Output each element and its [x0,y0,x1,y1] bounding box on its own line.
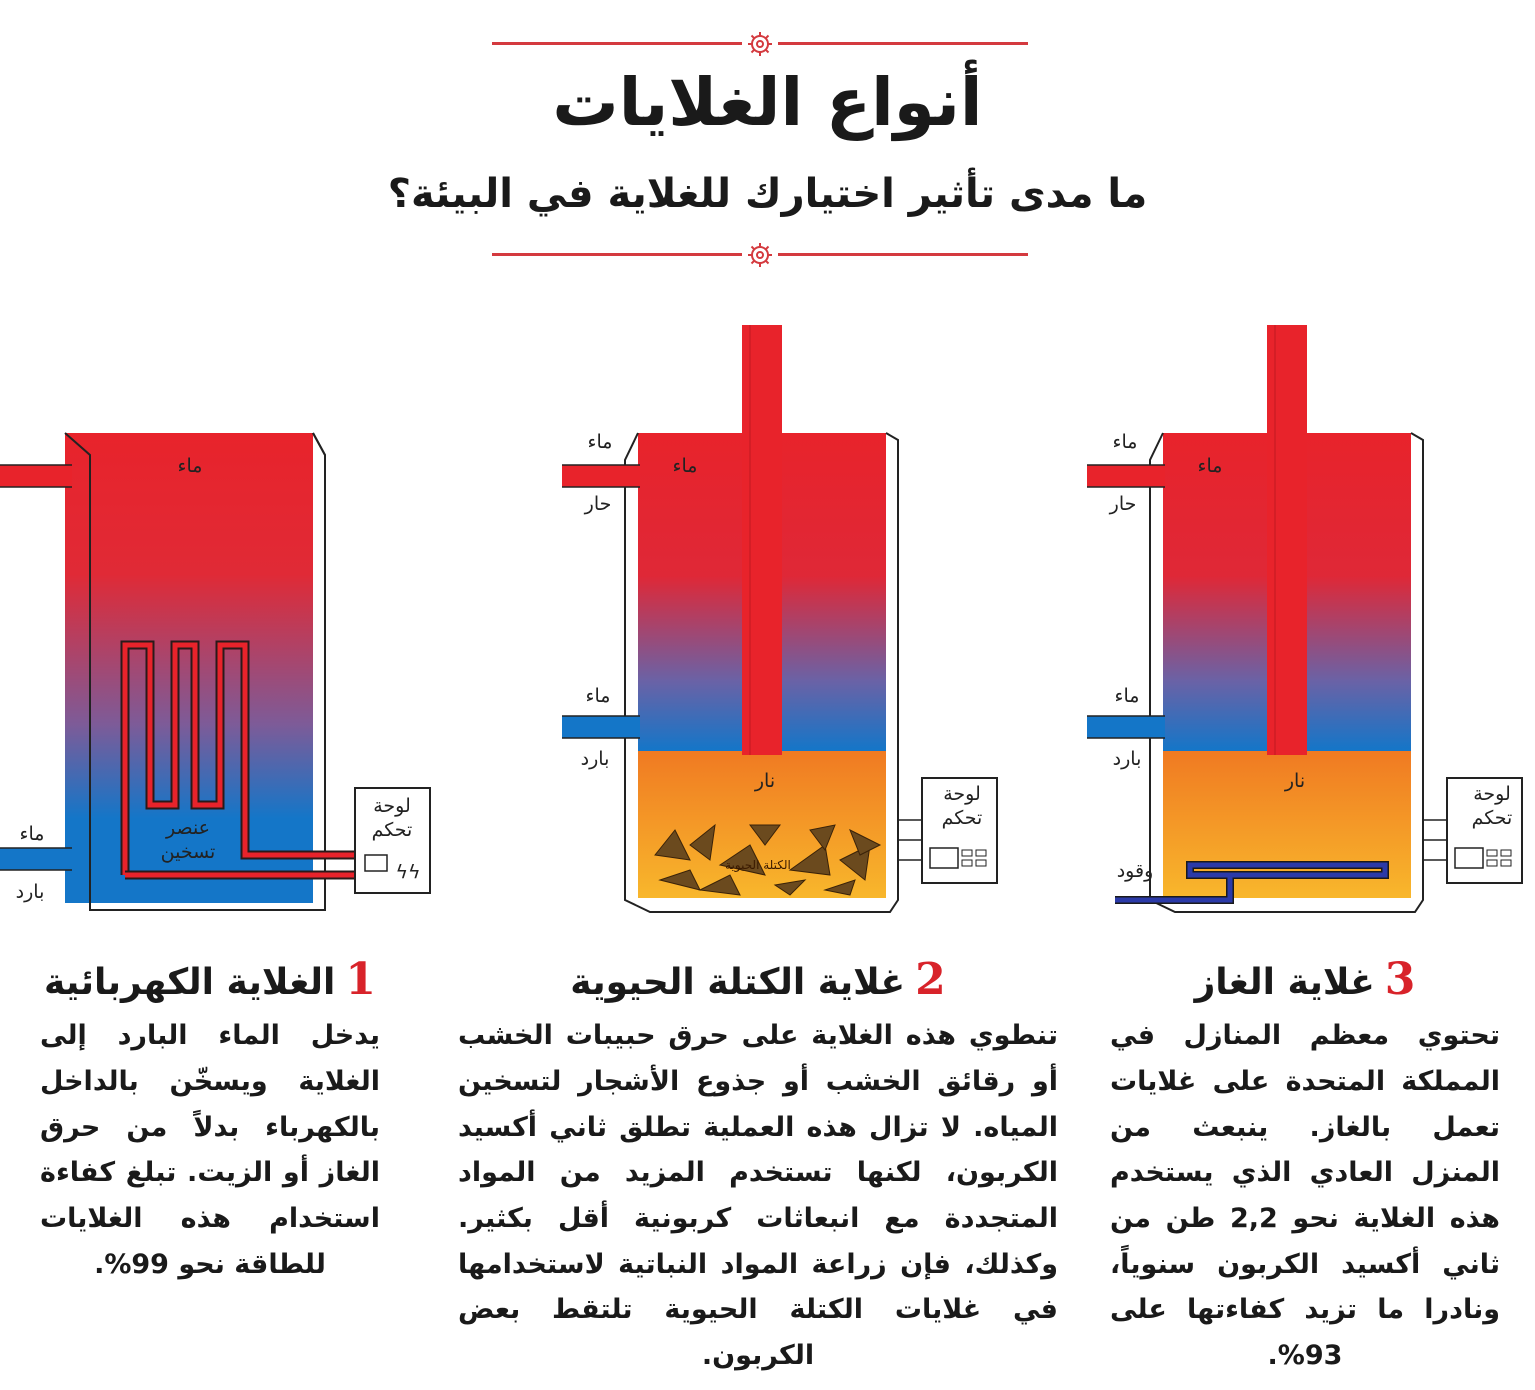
electric-text: يدخل الماء البارد إلى الغلاية ويسخّن بالداخل بالكهرباء بدلاً من حرق الغاز أو الزيت. تبلغ كفاءة استخدام هذه الغلايات للطاقة نحو 99%. [40,1020,380,1280]
label-panel-1: لوحة [373,795,411,817]
hot-pipe [0,465,72,487]
biomass-column [458,950,1058,1378]
flue [1267,325,1307,755]
electric-heading [40,950,380,1009]
gear-icon-bottom [745,240,775,270]
label-panel-2: تحكم [941,807,983,829]
label-fuel: وقود [1116,860,1154,882]
cold-pipe [562,716,640,738]
label-panel-2: تحكم [1471,807,1513,829]
electric-title: الغلاية الكهربائية [43,962,336,1003]
label-element-2: تسخين [160,841,216,863]
bottom-rule-right [778,253,1028,256]
lightning-icon: ϟϟ [395,861,421,883]
bottom-rule-left [492,253,742,256]
label-panel-1: لوحة [943,783,981,805]
gas-boiler-diagram [1075,300,1535,920]
label-water-top: ماء [1197,455,1223,477]
biomass-number: 2 [915,954,946,1005]
hot-pipe [562,465,640,487]
biomass-boiler-diagram [550,300,1030,920]
gas-heading [1110,950,1500,1009]
cold-pipe [0,848,72,870]
label-water-in: ماء [1114,685,1140,707]
label-hot: حار [1109,493,1137,515]
label-water-in-top: ماء [587,431,613,453]
hot-pipe [1087,465,1165,487]
gear-icon-top [745,29,775,59]
flue [742,325,782,755]
label-panel-2: تحكم [371,819,413,841]
label-water-top: ماء [177,455,203,477]
biomass-text: تنطوي هذه الغلاية على حرق حبيبات الخشب أو رقائق الخشب أو جذوع الأشجار لتسخين المياه. لا تزال هذه العملية تطلق ثاني أكسيد الكربون، لكنها تستخدم المزيد من المواد المتجددة مع انبعاثات كربونية أقل بكثير. وكذلك، فإن زراعة المواد النباتية لاستخدامها في غلايات الكتلة الحيوية تلتقط بعض الكربون. [458,1020,1058,1371]
top-rule-left [492,42,742,45]
page-title: أنواع الغلايات [552,64,983,141]
label-water-in: ماء [19,823,45,845]
label-cold: بارد [15,881,45,903]
label-biomass: الكتلة الحيوية [725,858,791,872]
label-fire: نار [754,770,776,792]
gas-number: 3 [1384,954,1416,1005]
label-hot: حار [584,493,612,515]
label-cold: بارد [580,748,610,770]
label-panel-1: لوحة [1473,783,1511,805]
gas-title: غلاية الغاز [1194,962,1375,1003]
electric-boiler-diagram [0,300,440,920]
electric-column [40,950,380,1287]
top-rule-right [778,42,1028,45]
label-water-in: ماء [585,685,611,707]
label-element-1: عنصر [165,817,211,839]
label-cold: بارد [1112,748,1142,770]
gas-text: تحتوي معظم المنازل في المملكة المتحدة على غلايات تعمل بالغاز. ينبعث من المنزل العادي الذي يستخدم هذه الغلاية نحو 2,2 طن من ثاني أكسيد الكربون سنوياً، ونادرا ما تزيد كفاءتها على 93%. [1110,1020,1500,1371]
label-water-in-top: ماء [1112,431,1138,453]
gas-column [1110,950,1500,1378]
label-water-top: ماء [672,455,698,477]
label-fire: نار [1284,770,1306,792]
page-subtitle: ما مدى تأثير اختيارك للغلاية في البيئة؟ [387,171,1148,217]
biomass-title: غلاية الكتلة الحيوية [570,962,906,1003]
cold-pipe [1087,716,1165,738]
biomass-heading [458,950,1058,1009]
electric-number: 1 [345,954,377,1005]
